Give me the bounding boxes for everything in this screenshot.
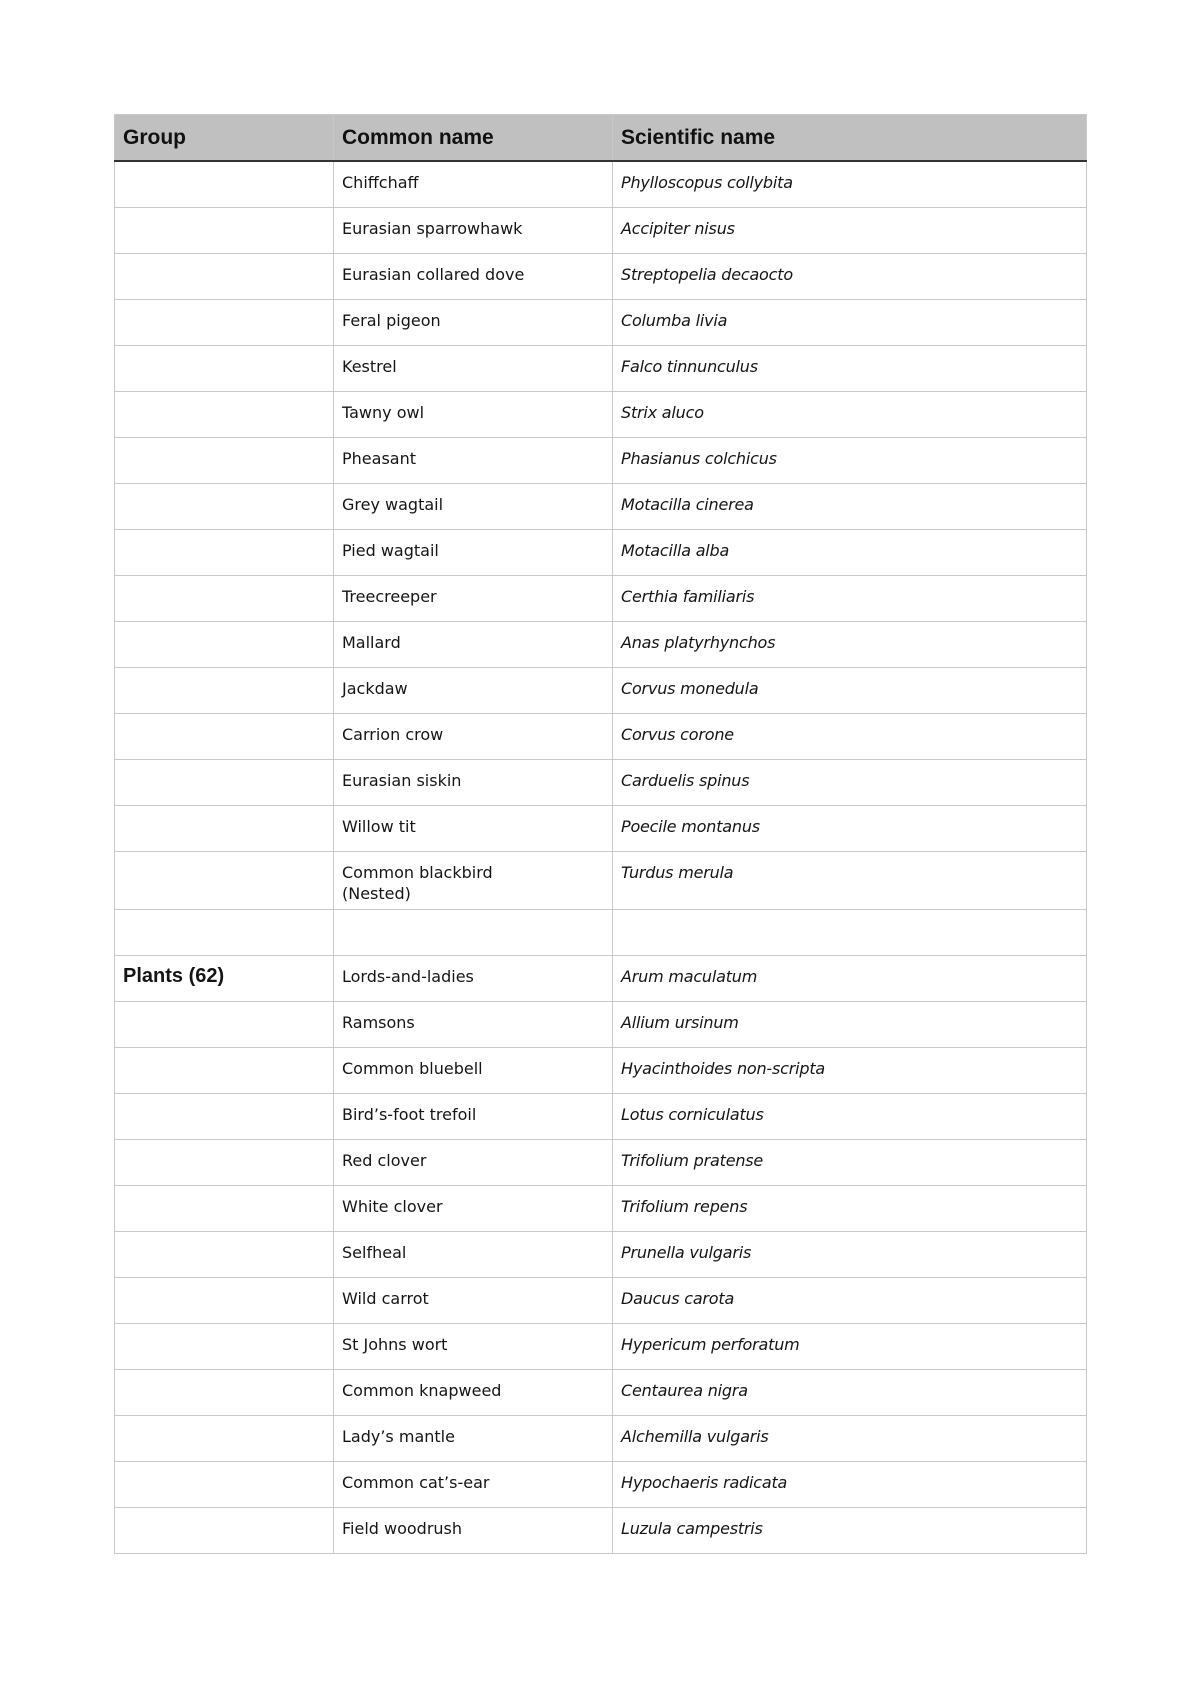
common-name-cell	[334, 1186, 613, 1232]
common-name-cell	[334, 208, 613, 254]
common-name-note: (Nested)	[342, 884, 411, 903]
common-name-cell	[334, 254, 613, 300]
group-cell	[115, 161, 334, 208]
group-cell	[115, 346, 334, 392]
scientific-name-cell: Lotus corniculatus	[613, 1094, 1087, 1140]
common-name: Kestrel	[342, 357, 397, 376]
table-row	[115, 161, 1087, 208]
group-cell	[115, 484, 334, 530]
common-name-cell	[334, 438, 613, 484]
group-cell	[115, 760, 334, 806]
common-name-cell	[334, 1140, 613, 1186]
common-name: Feral pigeon	[342, 311, 441, 330]
common-name-cell	[334, 1232, 613, 1278]
common-name-cell	[334, 1094, 613, 1140]
common-name-cell	[334, 300, 613, 346]
group-cell	[115, 910, 334, 956]
common-name-cell	[334, 530, 613, 576]
table-body	[115, 161, 1087, 1554]
scientific-name-cell: Corvus corone	[613, 714, 1087, 760]
common-name: Mallard	[342, 633, 401, 652]
common-name: Grey wagtail	[342, 495, 444, 514]
common-name-cell	[334, 1416, 613, 1462]
group-cell	[115, 1370, 334, 1416]
group-cell	[115, 576, 334, 622]
scientific-name-cell: Motacilla cinerea	[613, 484, 1087, 530]
group-cell	[115, 806, 334, 852]
scientific-name-cell: Anas platyrhynchos	[613, 622, 1087, 668]
table-row	[115, 1140, 1087, 1186]
common-name: Ramsons	[342, 1013, 415, 1032]
column-header-group: Group	[115, 115, 334, 162]
group-cell	[115, 1232, 334, 1278]
scientific-name-cell: Trifolium repens	[613, 1186, 1087, 1232]
group-cell	[115, 1094, 334, 1140]
group-cell	[115, 1278, 334, 1324]
table-row	[115, 530, 1087, 576]
table-row	[115, 910, 1087, 956]
table-header	[115, 115, 1087, 162]
scientific-name-cell: Motacilla alba	[613, 530, 1087, 576]
common-name: Pied wagtail	[342, 541, 439, 560]
common-name: Willow tit	[342, 817, 416, 836]
common-name: Tawny owl	[342, 403, 425, 422]
scientific-name-cell: Alchemilla vulgaris	[613, 1416, 1087, 1462]
common-name-cell	[334, 484, 613, 530]
common-name-cell	[334, 622, 613, 668]
common-name-cell	[334, 576, 613, 622]
common-name: Lords-and-ladies	[342, 967, 474, 986]
common-name: Jackdaw	[342, 679, 408, 698]
common-name-cell	[334, 346, 613, 392]
scientific-name-cell: Daucus carota	[613, 1278, 1087, 1324]
column-header-common-name: Common name	[334, 115, 613, 162]
group-cell	[115, 852, 334, 910]
common-name: Common bluebell	[342, 1059, 483, 1078]
scientific-name-cell: Allium ursinum	[613, 1002, 1087, 1048]
group-cell	[115, 1048, 334, 1094]
table-row	[115, 956, 1087, 1002]
scientific-name-cell: Certhia familiaris	[613, 576, 1087, 622]
common-name: Chiffchaff	[342, 173, 419, 192]
common-name-cell	[334, 1048, 613, 1094]
common-name-cell	[334, 1002, 613, 1048]
common-name: Treecreeper	[342, 587, 437, 606]
scientific-name-cell: Hypochaeris radicata	[613, 1462, 1087, 1508]
scientific-name-cell: Corvus monedula	[613, 668, 1087, 714]
common-name-cell	[334, 852, 613, 910]
table-row	[115, 346, 1087, 392]
common-name: Lady’s mantle	[342, 1427, 455, 1446]
group-cell	[115, 1324, 334, 1370]
common-name: Red clover	[342, 1151, 427, 1170]
group-cell	[115, 1140, 334, 1186]
scientific-name-cell: Accipiter nisus	[613, 208, 1087, 254]
table-row	[115, 300, 1087, 346]
scientific-name-cell: Strix aluco	[613, 392, 1087, 438]
common-name-cell	[334, 806, 613, 852]
scientific-name-cell: Columba livia	[613, 300, 1087, 346]
table-row	[115, 852, 1087, 910]
common-name: Wild carrot	[342, 1289, 429, 1308]
scientific-name-cell: Hyacinthoides non-scripta	[613, 1048, 1087, 1094]
common-name-cell	[334, 161, 613, 208]
column-header-scientific-name: Scientific name	[613, 115, 1087, 162]
common-name: Pheasant	[342, 449, 416, 468]
common-name: Eurasian siskin	[342, 771, 462, 790]
group-cell	[115, 530, 334, 576]
table-row	[115, 484, 1087, 530]
group-cell	[115, 714, 334, 760]
table-row	[115, 1002, 1087, 1048]
table-row	[115, 576, 1087, 622]
scientific-name-cell: Centaurea nigra	[613, 1370, 1087, 1416]
group-cell	[115, 392, 334, 438]
scientific-name-cell: Prunella vulgaris	[613, 1232, 1087, 1278]
common-name-cell	[334, 910, 613, 956]
table-row	[115, 1324, 1087, 1370]
scientific-name-cell: Trifolium pratense	[613, 1140, 1087, 1186]
group-cell	[115, 1002, 334, 1048]
table-row	[115, 1508, 1087, 1554]
scientific-name-cell: Hypericum perforatum	[613, 1324, 1087, 1370]
scientific-name-cell: Phasianus colchicus	[613, 438, 1087, 484]
common-name-cell	[334, 1324, 613, 1370]
group-cell	[115, 1462, 334, 1508]
table-row	[115, 1186, 1087, 1232]
group-cell	[115, 254, 334, 300]
group-cell	[115, 438, 334, 484]
table-row	[115, 1094, 1087, 1140]
group-cell	[115, 1416, 334, 1462]
scientific-name-cell: Carduelis spinus	[613, 760, 1087, 806]
common-name-cell	[334, 1278, 613, 1324]
header-row	[115, 115, 1087, 162]
common-name-cell	[334, 1508, 613, 1554]
table-row	[115, 1416, 1087, 1462]
common-name-cell	[334, 956, 613, 1002]
table-row	[115, 668, 1087, 714]
group-label: Plants (62)	[115, 956, 334, 1002]
table-row	[115, 208, 1087, 254]
common-name: Bird’s-foot trefoil	[342, 1105, 477, 1124]
table-row	[115, 1048, 1087, 1094]
scientific-name-cell: Turdus merula	[613, 852, 1087, 910]
table-row	[115, 714, 1087, 760]
scientific-name-cell: Luzula campestris	[613, 1508, 1087, 1554]
table-row	[115, 760, 1087, 806]
group-cell	[115, 300, 334, 346]
table-row	[115, 1278, 1087, 1324]
common-name: Common knapweed	[342, 1381, 502, 1400]
common-name: White clover	[342, 1197, 443, 1216]
common-name-cell	[334, 668, 613, 714]
group-cell	[115, 622, 334, 668]
table-row	[115, 254, 1087, 300]
common-name-cell	[334, 1370, 613, 1416]
scientific-name-cell	[613, 910, 1087, 956]
common-name: Selfheal	[342, 1243, 407, 1262]
group-cell	[115, 1186, 334, 1232]
table-row	[115, 1462, 1087, 1508]
group-cell	[115, 208, 334, 254]
common-name: Field woodrush	[342, 1519, 463, 1538]
common-name-cell	[334, 760, 613, 806]
table-row	[115, 622, 1087, 668]
common-name: Carrion crow	[342, 725, 444, 744]
scientific-name-cell: Streptopelia decaocto	[613, 254, 1087, 300]
scientific-name-cell: Falco tinnunculus	[613, 346, 1087, 392]
scientific-name-cell: Arum maculatum	[613, 956, 1087, 1002]
table-row	[115, 1232, 1087, 1278]
common-name: St Johns wort	[342, 1335, 448, 1354]
table-row	[115, 438, 1087, 484]
common-name: Common cat’s-ear	[342, 1473, 490, 1492]
scientific-name-cell: Phylloscopus collybita	[613, 161, 1087, 208]
common-name-cell	[334, 714, 613, 760]
common-name: Eurasian collared dove	[342, 265, 525, 284]
scientific-name-cell: Poecile montanus	[613, 806, 1087, 852]
species-table	[114, 114, 1087, 1554]
table-row	[115, 392, 1087, 438]
common-name: Eurasian sparrowhawk	[342, 219, 523, 238]
common-name-cell	[334, 392, 613, 438]
table-row	[115, 1370, 1087, 1416]
group-cell	[115, 1508, 334, 1554]
common-name-cell	[334, 1462, 613, 1508]
common-name: Common blackbird	[342, 863, 493, 882]
table-row	[115, 806, 1087, 852]
group-cell	[115, 668, 334, 714]
